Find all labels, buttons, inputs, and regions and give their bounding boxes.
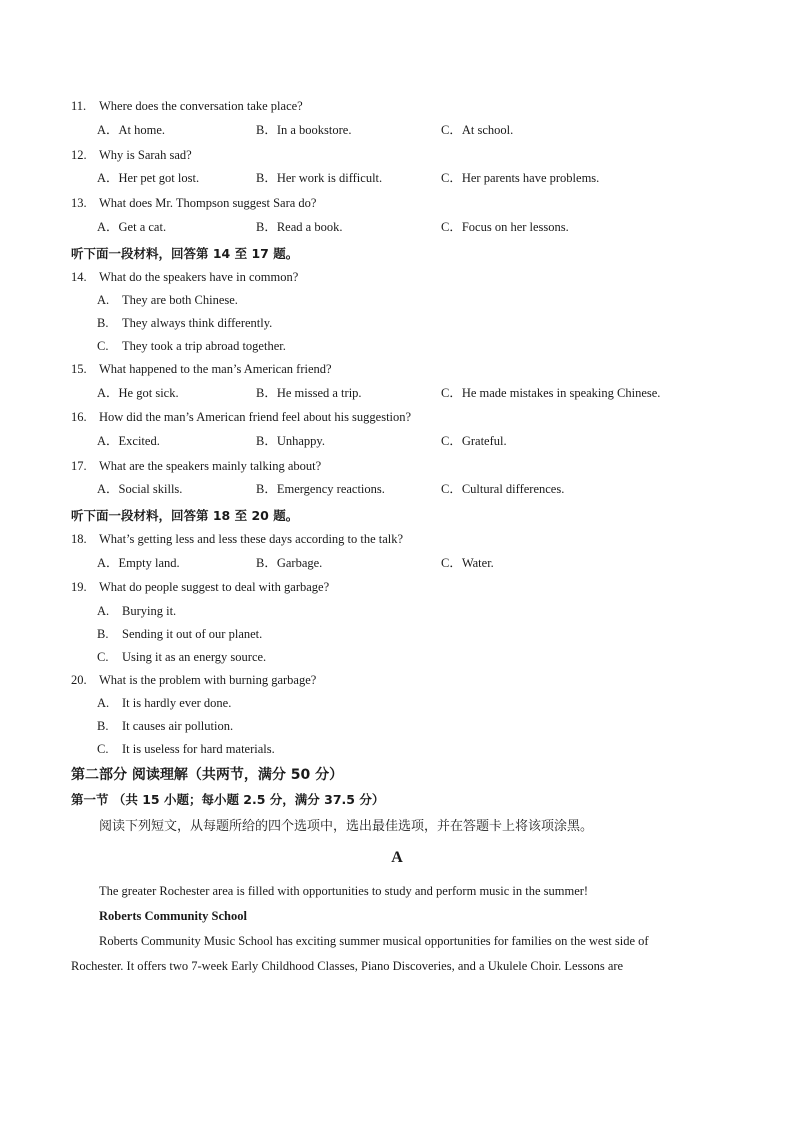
option-b[interactable]: B．Read a book. [256, 220, 343, 234]
question-text: How did the man’s American friend feel about his suggestion? [99, 410, 412, 424]
question-number: 11. [71, 99, 87, 113]
option-letter: A. [97, 696, 110, 710]
option-a[interactable]: A．Empty land. [97, 556, 180, 570]
option-c[interactable]: C．He made mistakes in speaking Chinese. [441, 386, 661, 400]
question-number: 12. [71, 148, 87, 162]
passage-line: Roberts Community Music School has exciting summer musical opportunities for families on the west side of [99, 934, 649, 948]
part-two-section-one: 第一节 （共 15 小题；每小题 2.5 分，满分 37.5 分） [71, 792, 385, 807]
option-letter: A. [97, 293, 110, 307]
question-number: 15. [71, 362, 87, 376]
section-heading-18-20: 听下面一段材料，回答第 18 至 20 题。 [71, 508, 299, 523]
option-a[interactable]: A．Her pet got lost. [97, 171, 200, 185]
option-c[interactable]: C．Water. [441, 556, 494, 570]
option-text: It is useless for hard materials. [122, 742, 275, 756]
part-two-title: 第二部分 阅读理解（共两节，满分 50 分） [71, 767, 344, 783]
option-b[interactable]: B．In a bookstore. [256, 123, 352, 137]
question-text: Why is Sarah sad? [99, 148, 192, 162]
option-text: They are both Chinese. [122, 293, 238, 307]
question-number: 20. [71, 673, 87, 687]
question-text: What are the speakers mainly talking about? [99, 459, 322, 473]
option-c[interactable]: C．Focus on her lessons. [441, 220, 569, 234]
question-text: Where does the conversation take place? [99, 99, 303, 113]
option-b[interactable]: B．He missed a trip. [256, 386, 362, 400]
option-text: Burying it. [122, 604, 177, 618]
option-text: It causes air pollution. [122, 719, 234, 733]
question-text: What does Mr. Thompson suggest Sara do? [99, 196, 317, 210]
question-number: 17. [71, 459, 87, 473]
option-text: It is hardly ever done. [122, 696, 232, 710]
question-text: What happened to the man’s American friend? [99, 362, 332, 376]
question-number: 18. [71, 532, 87, 546]
option-b[interactable]: B．Her work is difficult. [256, 171, 383, 185]
question-text: What do people suggest to deal with garbage? [99, 580, 330, 594]
option-c[interactable]: C．Her parents have problems. [441, 171, 600, 185]
option-a[interactable]: A．Excited. [97, 434, 160, 448]
option-letter: B. [97, 627, 109, 641]
option-text: Using it as an energy source. [122, 650, 267, 664]
passage-heading: Roberts Community School [99, 909, 247, 923]
option-c[interactable]: C．Cultural differences. [441, 482, 565, 496]
passage-letter: A [391, 849, 403, 866]
section-heading-14-17: 听下面一段材料，回答第 14 至 17 题。 [71, 246, 299, 261]
option-letter: B. [97, 316, 109, 330]
option-c[interactable]: C．Grateful. [441, 434, 507, 448]
option-a[interactable]: A．At home. [97, 123, 166, 137]
option-text: They took a trip abroad together. [122, 339, 286, 353]
option-b[interactable]: B．Garbage. [256, 556, 323, 570]
question-number: 13. [71, 196, 87, 210]
option-a[interactable]: A．Social skills. [97, 482, 183, 496]
option-letter: B. [97, 719, 109, 733]
question-number: 14. [71, 270, 87, 284]
question-text: What is the problem with burning garbage? [99, 673, 317, 687]
question-text: What’s getting less and less these days according to the talk? [99, 532, 404, 546]
passage-intro: The greater Rochester area is filled with opportunities to study and perform music in the summer! [99, 884, 589, 898]
passage-line: Rochester. It offers two 7-week Early Childhood Classes, Piano Discoveries, and a Ukulele Choir. Lessons are [71, 959, 624, 973]
option-a[interactable]: A．Get a cat. [97, 220, 167, 234]
option-letter: A. [97, 604, 110, 618]
option-letter: C. [97, 339, 109, 353]
option-text: Sending it out of our planet. [122, 627, 263, 641]
option-c[interactable]: C．At school. [441, 123, 514, 137]
question-text: What do the speakers have in common? [99, 270, 299, 284]
reading-instruction: 阅读下列短文，从每题所给的四个选项中，选出最佳选项，并在答题卡上将该项涂黑。 [99, 819, 594, 834]
question-number: 19. [71, 580, 87, 594]
option-letter: C. [97, 742, 109, 756]
option-b[interactable]: B．Emergency reactions. [256, 482, 385, 496]
option-letter: C. [97, 650, 109, 664]
question-number: 16. [71, 410, 87, 424]
option-text: They always think differently. [122, 316, 273, 330]
option-b[interactable]: B．Unhappy. [256, 434, 325, 448]
option-a[interactable]: A．He got sick. [97, 386, 179, 400]
